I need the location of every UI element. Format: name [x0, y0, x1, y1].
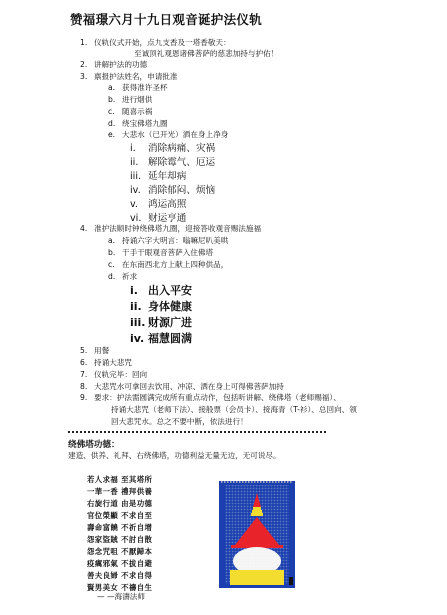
step-text: 延年却病 [148, 171, 187, 182]
step-text: 绕宝佛塔九圈 [122, 119, 168, 128]
step-line [130, 184, 215, 198]
verse-line: 賢男美女 不禱自生 [87, 583, 153, 592]
verse-line: 怨家盜賊 不討自散 [87, 535, 153, 544]
step-text: 福慧圆满 [148, 332, 192, 345]
verse-line: 壽命富饒 不祈自增 [87, 523, 153, 532]
dotted-divider [68, 431, 326, 433]
step-line [108, 272, 137, 282]
step-text: 鸿运高照 [148, 199, 187, 210]
step-number: d. [108, 119, 116, 128]
step-number: iv. [130, 332, 145, 345]
step-line [80, 393, 341, 403]
step-line [108, 107, 152, 117]
step-number: v. [130, 199, 138, 210]
step-text: 财源广进 [148, 316, 192, 329]
step-line [108, 236, 228, 246]
step-number: iii. [130, 316, 146, 329]
step-text: 至诚顶礼观恩诸佛菩萨的慈悲加持与护佑！ [134, 49, 279, 58]
step-line [130, 156, 215, 170]
verse-line: 疫癘邪氣 不拔自避 [87, 559, 153, 568]
step-text: 财运亨通 [148, 213, 187, 224]
step-text: 在东南西北方上献上四种供品， [122, 260, 229, 269]
step-text: 仪轨仪式开始，点九支香及一塔香敬天： [94, 38, 231, 47]
verse-line: 若人求福 至其塔所 [87, 475, 153, 484]
verse-author: — —海濤法师 [97, 592, 145, 601]
step-number: 9. [80, 393, 88, 402]
step-number: i. [130, 143, 136, 154]
step-line [108, 95, 152, 105]
section-description: 建造、供养、礼拜、右绕佛塔，功德利益无量无边，无可说尽。 [68, 451, 281, 460]
step-line [97, 405, 357, 415]
step-line [80, 370, 147, 380]
step-text: 干手干眼观音菩萨入住佛塔 [122, 248, 214, 257]
step-line [130, 283, 192, 299]
step-number: 1. [80, 38, 88, 47]
step-text: 仪轨完毕：回向 [94, 370, 148, 379]
step-line [80, 224, 261, 234]
step-line [80, 382, 284, 392]
step-text: 解除霉气、厄运 [148, 157, 216, 168]
step-line [108, 248, 213, 258]
step-line [80, 38, 231, 48]
step-line [120, 49, 278, 59]
step-line [130, 331, 192, 347]
step-number: iv. [130, 185, 141, 196]
step-text: 随喜示祸 [122, 107, 153, 116]
step-number: ii. [130, 157, 139, 168]
step-line [130, 299, 192, 315]
step-text: 身体健康 [148, 300, 192, 313]
step-number: c. [108, 260, 115, 269]
step-line [130, 198, 186, 212]
step-line [130, 315, 192, 331]
step-number: d. [108, 272, 116, 281]
step-text: 用餐 [94, 346, 110, 355]
step-text: 禀报护法姓名，申请批准 [94, 72, 178, 81]
step-number: b. [108, 248, 116, 257]
step-number: 6. [80, 358, 88, 367]
step-number: vi. [130, 213, 142, 224]
step-line [108, 260, 228, 270]
step-text: 持诵大悲咒（老师下法）、接般票（会员卡）、接海青（T-衫）、总回向、领 [111, 405, 357, 414]
step-number: iii. [130, 171, 142, 182]
verse-line: 一華一香 禮拜供養 [87, 487, 153, 496]
stupa-image [219, 481, 295, 588]
step-number: a. [108, 83, 116, 92]
step-number: 3. [80, 72, 88, 81]
step-line [108, 119, 168, 129]
step-line [108, 83, 168, 93]
verse-line: 怨念咒咀 不厭歸本 [87, 547, 153, 556]
step-line [80, 60, 147, 70]
step-text: 消除郁闷、烦恼 [148, 185, 216, 196]
section-title: 绕佛塔功德： [68, 440, 120, 450]
step-number: 5. [80, 346, 88, 355]
step-text: 要求：护法需圆满完成所有重点动作，包括听讲解、绕佛塔（老师赐福）、 [94, 393, 341, 402]
step-text: 大悲咒水可拿回去饮用、冲凉、洒在身上可得佛菩萨加持 [94, 382, 284, 391]
step-line [80, 346, 109, 356]
step-number: 8. [80, 382, 88, 391]
step-number: c. [108, 107, 115, 116]
step-text: 讲解护法的功德 [94, 60, 148, 69]
step-line [130, 142, 215, 156]
step-text: 准护法顺时钟绕佛塔九圈，迎接答收观音赐法施福 [94, 224, 262, 233]
verse-line: 右旋行道 由是功德 [87, 499, 153, 508]
step-text: 回大悲咒水。总之不要中断，依法进行！ [111, 417, 248, 426]
step-line [80, 72, 178, 82]
step-text: 持诵大悲咒 [94, 358, 132, 367]
step-number: b. [108, 95, 116, 104]
step-number: i. [130, 284, 138, 297]
step-text: 消除病痛、灾祸 [148, 143, 216, 154]
step-number: 2. [80, 60, 88, 69]
step-number: 4. [80, 224, 88, 233]
step-text: 进行烟供 [122, 95, 153, 104]
step-text: 大悲水（已开光）洒在身上净身 [122, 130, 229, 139]
step-number: 7. [80, 370, 88, 379]
verse-line: 善夫良婦 不求自得 [87, 571, 153, 580]
step-number: ii. [130, 300, 142, 313]
page-title: 赞福璟六月十九日观音诞护法仪轨 [70, 12, 263, 27]
step-text: 祈求 [122, 272, 138, 281]
step-line [108, 130, 228, 140]
step-text: 出入平安 [148, 284, 192, 297]
step-number: e. [108, 130, 116, 139]
step-line [80, 358, 132, 368]
step-line [97, 417, 248, 427]
step-text: 持诵六字大明言：嗡嘛尼叭美哄 [122, 236, 229, 245]
step-number: a. [108, 236, 116, 245]
step-text: 获得准许圣杯 [122, 83, 168, 92]
verse-line: 官位榮顯 不求自至 [87, 511, 153, 520]
step-line [130, 170, 186, 184]
